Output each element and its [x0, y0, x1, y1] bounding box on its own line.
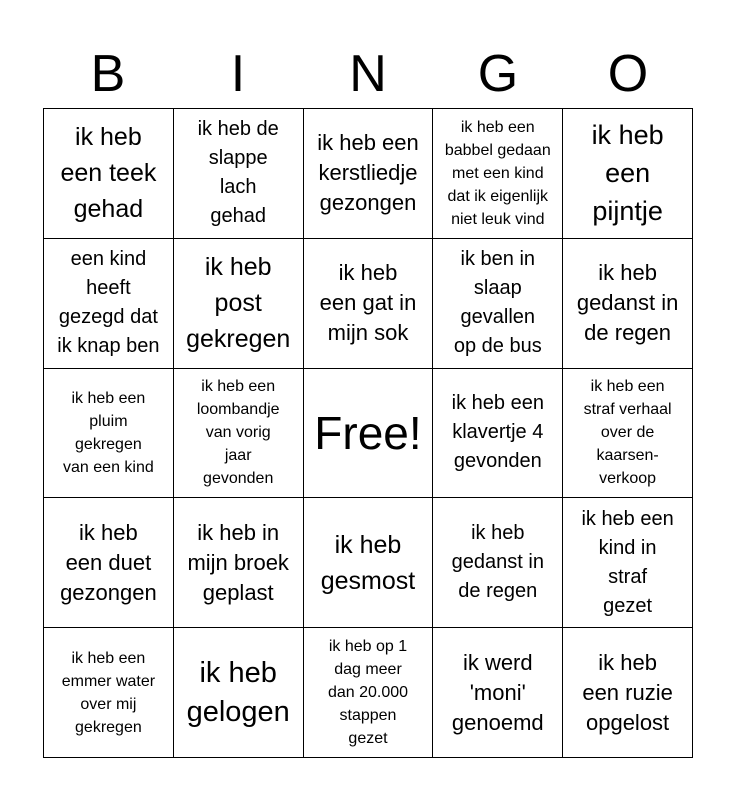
cell-text: ik heb een gat in mijn sok — [319, 260, 417, 346]
cell-text: ik heb de slappe lach gehad — [197, 118, 279, 228]
free-cell[interactable] — [304, 369, 434, 499]
cell-text: ik heb een pluim gekregen van een kind — [63, 389, 154, 476]
bingo-cell[interactable] — [563, 369, 693, 499]
header-letter-o: O — [607, 45, 649, 103]
cell-text: ik heb post gekregen — [186, 253, 291, 354]
bingo-cell[interactable] — [563, 498, 693, 628]
bingo-cell[interactable] — [174, 109, 304, 239]
cell-text: ik heb een pijntje — [591, 120, 664, 227]
bingo-cell[interactable] — [433, 498, 563, 628]
bingo-cell[interactable] — [174, 239, 304, 369]
cell-text: ik heb een kind in straf gezet — [581, 507, 674, 617]
header-letter-b: B — [90, 45, 126, 103]
cell-text: ik heb een loombandje van vorig jaar gevonden — [196, 378, 280, 488]
cell-text: ik ben in slaap gevallen op de bus — [453, 248, 542, 358]
cell-text: ik heb een klavertje 4 gevonden — [451, 392, 544, 473]
bingo-cell[interactable] — [44, 628, 174, 758]
bingo-cell[interactable] — [433, 628, 563, 758]
bingo-cell[interactable] — [563, 628, 693, 758]
cell-text: ik heb gedanst in de regen — [576, 260, 679, 346]
bingo-cell[interactable] — [304, 628, 434, 758]
bingo-cell[interactable] — [433, 369, 563, 499]
header-letter-g: G — [477, 45, 519, 103]
cell-text: ik heb een teek gehad — [60, 123, 157, 224]
bingo-cell[interactable] — [433, 109, 563, 239]
bingo-cell[interactable] — [304, 109, 434, 239]
cell-text: ik heb een kerstliedje gezongen — [317, 130, 419, 216]
cell-text: ik heb op 1 dag meer dan 20.000 stappen gezet — [327, 638, 409, 748]
cell-text: ik heb een straf verhaal over de kaarsen- verkoop — [583, 378, 672, 488]
bingo-header — [43, 40, 693, 108]
cell-text: ik heb een babbel gedaan met een kind dat ik eigenlijk niet leuk vind — [444, 118, 551, 228]
free-text: Free! — [314, 406, 422, 459]
cell-text: ik heb gesmost — [320, 530, 416, 595]
bingo-cell[interactable] — [563, 239, 693, 369]
bingo-cell[interactable] — [44, 239, 174, 369]
bingo-cell[interactable] — [174, 628, 304, 758]
cell-text: ik heb een duet gezongen — [60, 519, 157, 605]
bingo-cell[interactable] — [174, 369, 304, 499]
bingo-cell[interactable] — [433, 239, 563, 369]
bingo-cell[interactable] — [304, 239, 434, 369]
bingo-cell[interactable] — [174, 498, 304, 628]
cell-text: een kind heeft gezegd dat ik knap ben — [57, 248, 160, 358]
cell-text: ik heb gelogen — [186, 656, 290, 728]
bingo-cell[interactable] — [44, 498, 174, 628]
bingo-cell[interactable] — [563, 109, 693, 239]
cell-text: ik heb in mijn broek geplast — [187, 519, 289, 605]
bingo-cell[interactable] — [44, 109, 174, 239]
cell-text: ik heb gedanst in de regen — [451, 522, 544, 603]
header-letter-n: N — [349, 45, 387, 103]
bingo-cell[interactable] — [304, 498, 434, 628]
bingo-cell[interactable] — [44, 369, 174, 499]
header-letter-i: I — [230, 45, 246, 103]
cell-text: ik heb een emmer water over mij gekregen — [61, 649, 156, 736]
bingo-grid — [43, 108, 693, 758]
cell-text: ik heb een ruzie opgelost — [582, 649, 673, 735]
cell-text: ik werd 'moni' genoemd — [451, 649, 544, 735]
